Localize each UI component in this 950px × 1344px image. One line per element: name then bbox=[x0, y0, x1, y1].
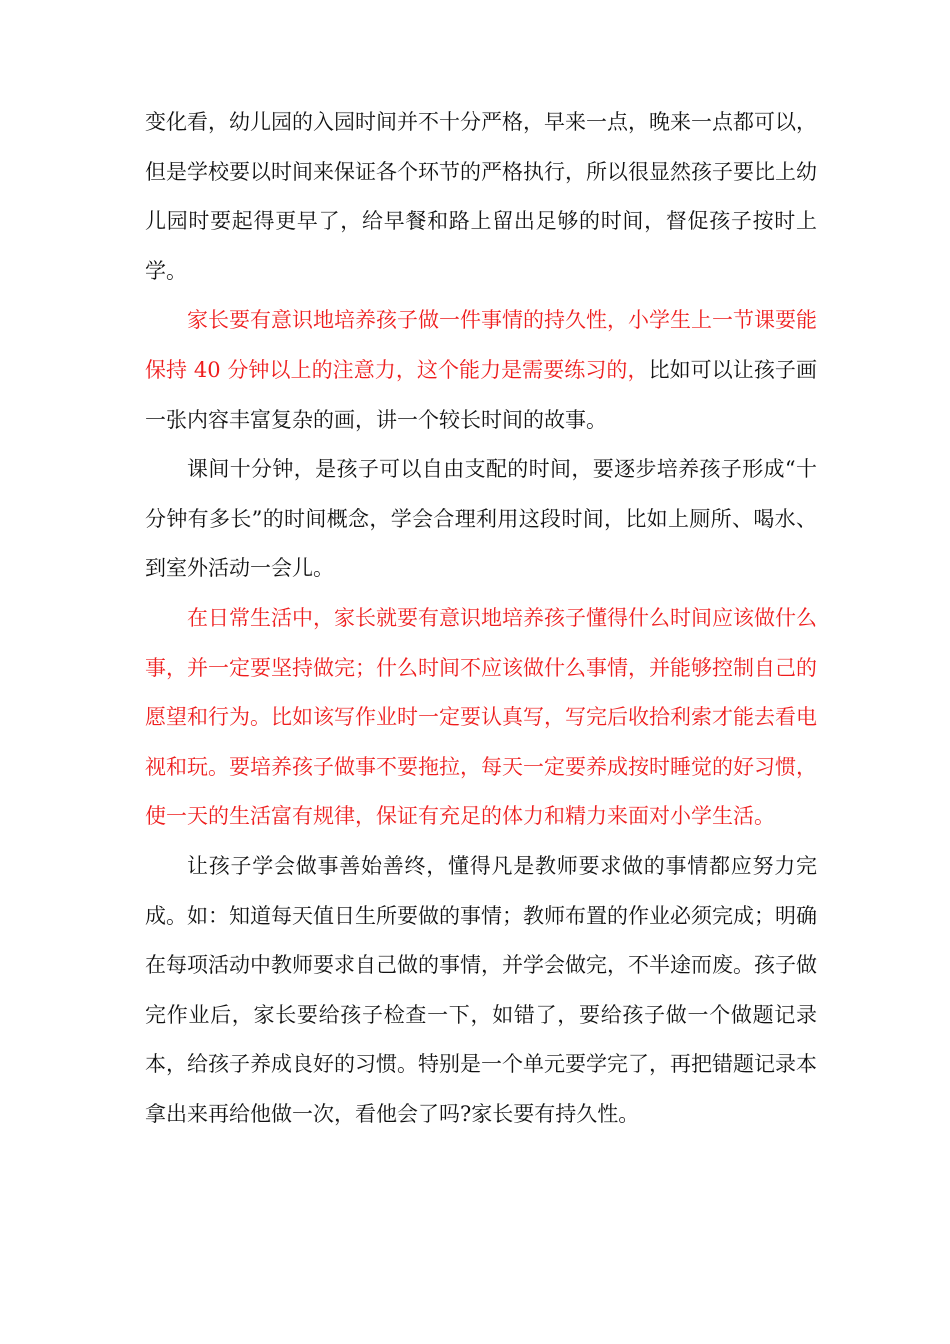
paragraph-1: 变化看，幼儿园的入园时间并不十分严格，早来一点，晚来一点都可以，但是学校要以时间来保证各个环节的严格执行，所以很显然孩子要比上幼儿园时要起得更早了，给早餐和路上留出足够的时间，督促孩子按时上学。 bbox=[145, 110, 817, 283]
paragraph-2 bbox=[145, 296, 817, 445]
paragraph-5: 让孩子学会做事善始善终，懂得凡是教师要求做的事情都应努力完成。如：知道每天值日生所要做的事情；教师布置的作业必须完成；明确在每项活动中教师要求自己做的事情，并学会做完，不半途而废。孩子做完作业后，家长要给孩子检查一下，如错了，要给孩子做一个做题记录本，给孩子养成良好的习惯。特别是一个单元要学完了，再把错题记录本拿出来再给他做一次，看他会了吗?家长要有持久性。 bbox=[145, 853, 817, 1126]
paragraph-3: 课间十分钟，是孩子可以自由支配的时间，要逐步培养孩子形成“十分钟有多长”的时间概念，学会合理利用这段时间，比如上厕所、喝水、到室外活动一会儿。 bbox=[145, 457, 817, 581]
paragraph-4: 在日常生活中，家长就要有意识地培养孩子懂得什么时间应该做什么事，并一定要坚持做完；什么时间不应该做什么事情，并能够控制自己的愿望和行为。比如该写作业时一定要认真写，写完后收拾利索才能去看电视和玩。要培养孩子做事不要拖拉，每天一定要养成按时睡觉的好习惯，使一天的生活富有规律，保证有充足的体力和精力来面对小学生活。 bbox=[145, 605, 817, 829]
document-page bbox=[145, 98, 817, 1139]
paragraph-2-normal: 比如可以让孩子画一张内容丰富复杂的画，讲一个较长时间的故事。 bbox=[145, 357, 817, 432]
paragraph-2-highlight: 家长要有意识地培养孩子做一件事情的持久性，小学生上一节课要能保持 40 分钟以上的注意力，这个能力是需要练习的， bbox=[145, 308, 817, 382]
